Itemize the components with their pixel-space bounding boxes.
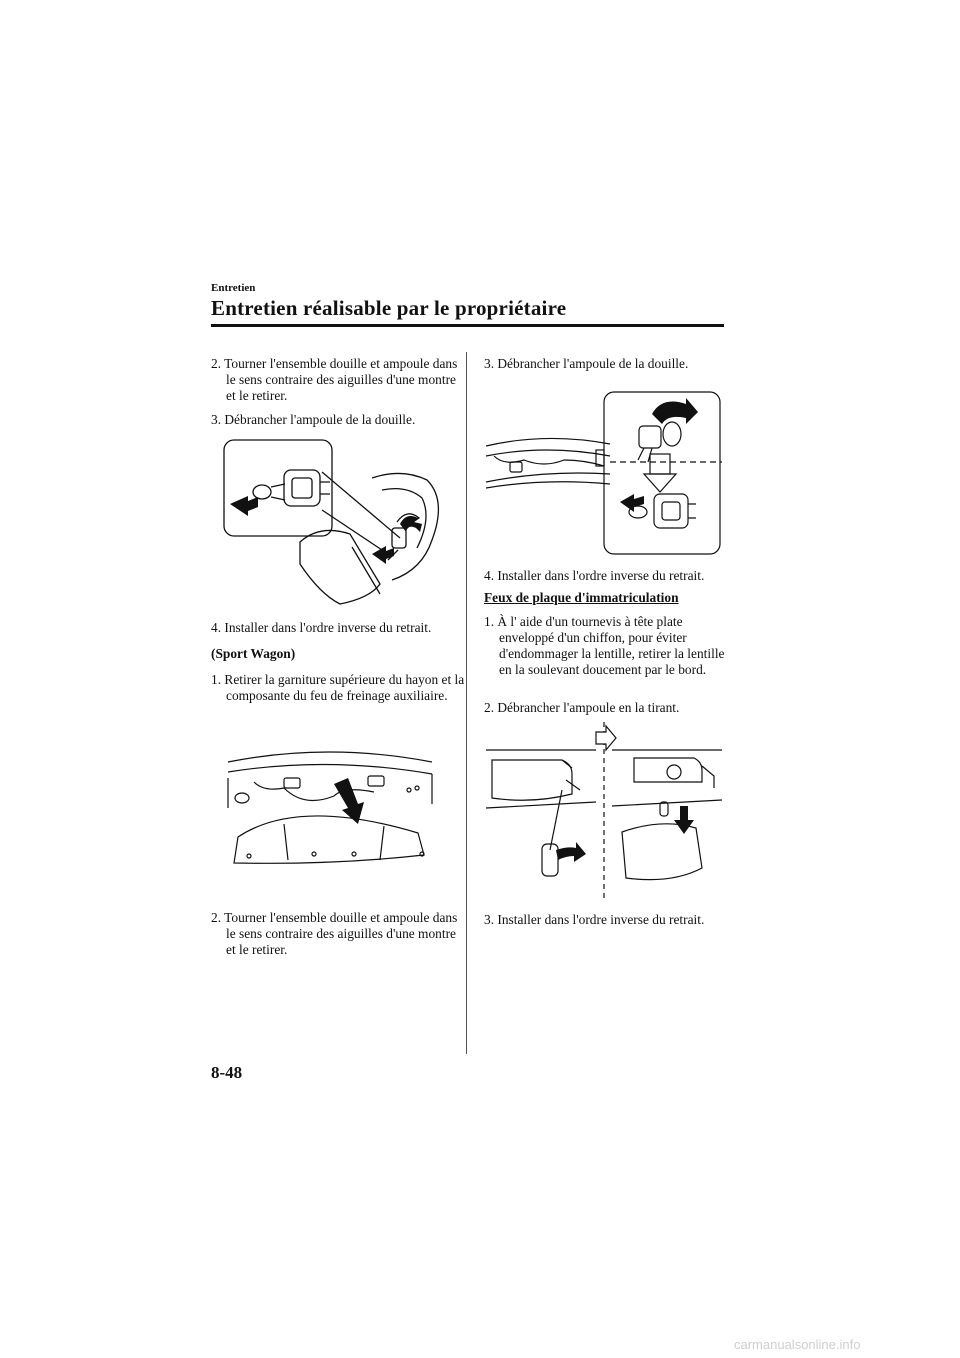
right-step-4-reinstall: 4. Installer dans l'ordre inverse du retrait. bbox=[484, 568, 705, 583]
left-step-2-turn-socket: 2. Tourner l'ensemble douille et ampoule dans le sens contraire des aiguilles d'une montre et le retirer. bbox=[211, 356, 458, 403]
license-lamp-illustration bbox=[484, 720, 724, 904]
trim-removal-illustration bbox=[224, 742, 436, 874]
left-step-2-turn-socket-wagon: 2. Tourner l'ensemble douille et ampoule dans le sens contraire des aiguilles d'une montre et le retirer. bbox=[211, 910, 458, 957]
column-divider bbox=[466, 352, 467, 1054]
left-step-1-remove-trim: 1. Retirer la garniture supérieure du hayon et la composante du feu de freinage auxiliaire. bbox=[211, 672, 465, 703]
left-step-3-disconnect-bulb: 3. Débrancher l'ampoule de la douille. bbox=[211, 412, 416, 427]
license-plate-heading: Feux de plaque d'immatriculation bbox=[484, 590, 679, 605]
right-step-1-remove-lens: 1. À l' aide d'un tournevis à tête plate enveloppé d'un chiffon, pour éviter d'endommager la lentille, retirer la lentille en la soulevant doucement par le bord. bbox=[484, 614, 725, 677]
right-step-2-pull-bulb: 2. Débrancher l'ampoule en la tirant. bbox=[484, 700, 680, 715]
watermark: carmanualsonline.info bbox=[734, 1337, 861, 1352]
header-rule bbox=[211, 324, 724, 327]
left-step-4-reinstall: 4. Installer dans l'ordre inverse du retrait. bbox=[211, 620, 432, 635]
page-title: Entretien réalisable par le propriétaire bbox=[211, 296, 567, 320]
bulb-disconnect-illustration bbox=[484, 384, 724, 560]
right-step-3-disconnect-bulb: 3. Débrancher l'ampoule de la douille. bbox=[484, 356, 689, 371]
section-label: Entretien bbox=[211, 282, 256, 294]
right-step-3-reinstall: 3. Installer dans l'ordre inverse du retrait. bbox=[484, 912, 705, 927]
page-number: 8-48 bbox=[211, 1063, 243, 1082]
socket-removal-illustration bbox=[222, 432, 452, 612]
sport-wagon-heading: (Sport Wagon) bbox=[211, 646, 296, 661]
